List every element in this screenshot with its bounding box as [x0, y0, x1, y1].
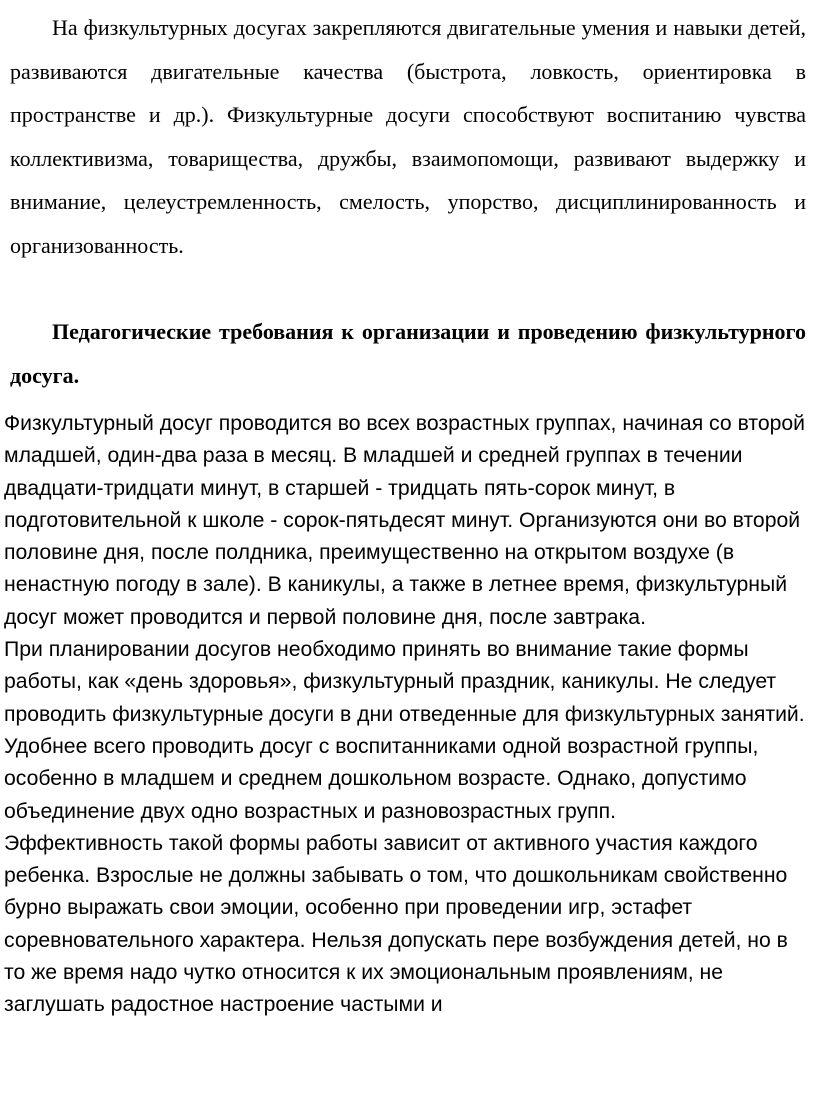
- intro-paragraph: На физкультурных досугах закрепляются двигательные умения и навыки детей, развиваются двигательные качества (быстрота, ловкость, ориентировка в пространстве и др.). Физкультурные досуги способствуют воспитанию чувства коллективизма, товарищества, дружбы, взаимопомощи, развивают выдержку и внимание, целеустремленность, смелость, упорство, дисциплинированность и организованность.: [10, 15, 806, 258]
- paragraph-schedule: Физкультурный досуг проводится во всех возрастных группах, начиная со второй младшей, один-два раза в месяц. В младшей и средней группах в течении двадцати-тридцати минут, в старшей - тридцать пять-сорок минут, в подготовительной к школе - сорок-пятьдесят минут. Организуются они во второй половине дня, после полдника, преимущественно на открытом воздухе (в ненастную погоду в зале). В каникулы, а также в летнее время, физкультурный досуг может проводится и первой половине дня, после завтрака.: [4, 412, 806, 629]
- section-heading: Педагогические требования к организации и проведению физкультурного досуга.: [10, 319, 806, 388]
- paragraph-planning: При планировании досугов необходимо принять во внимание такие формы работы, как «день здоровья», физкультурный праздник, каникулы. Не следует проводить физкультурные досуги в дни отведенные для физкультурных занятий. Удобнее всего проводить досуг с воспитанниками одной возрастной группы, особенно в младшем и среднем дошкольном возрасте. Однако, допустимо объединение двух одно возрастных и разновозрастных групп.: [4, 638, 805, 823]
- paragraph-effectiveness: Эффективность такой формы работы зависит от активного участия каждого ребенка. Взрослые не должны забывать о том, что дошкольникам свойственно бурно выражать свои эмоции, особенно при проведении игр, эстафет соревновательного характера. Нельзя допускать пере возбуждения детей, но в то же время надо чутко относится к их эмоциональным проявлениям, не заглушать радостное настроение частыми и: [4, 831, 788, 1017]
- body-text: [4, 408, 810, 1022]
